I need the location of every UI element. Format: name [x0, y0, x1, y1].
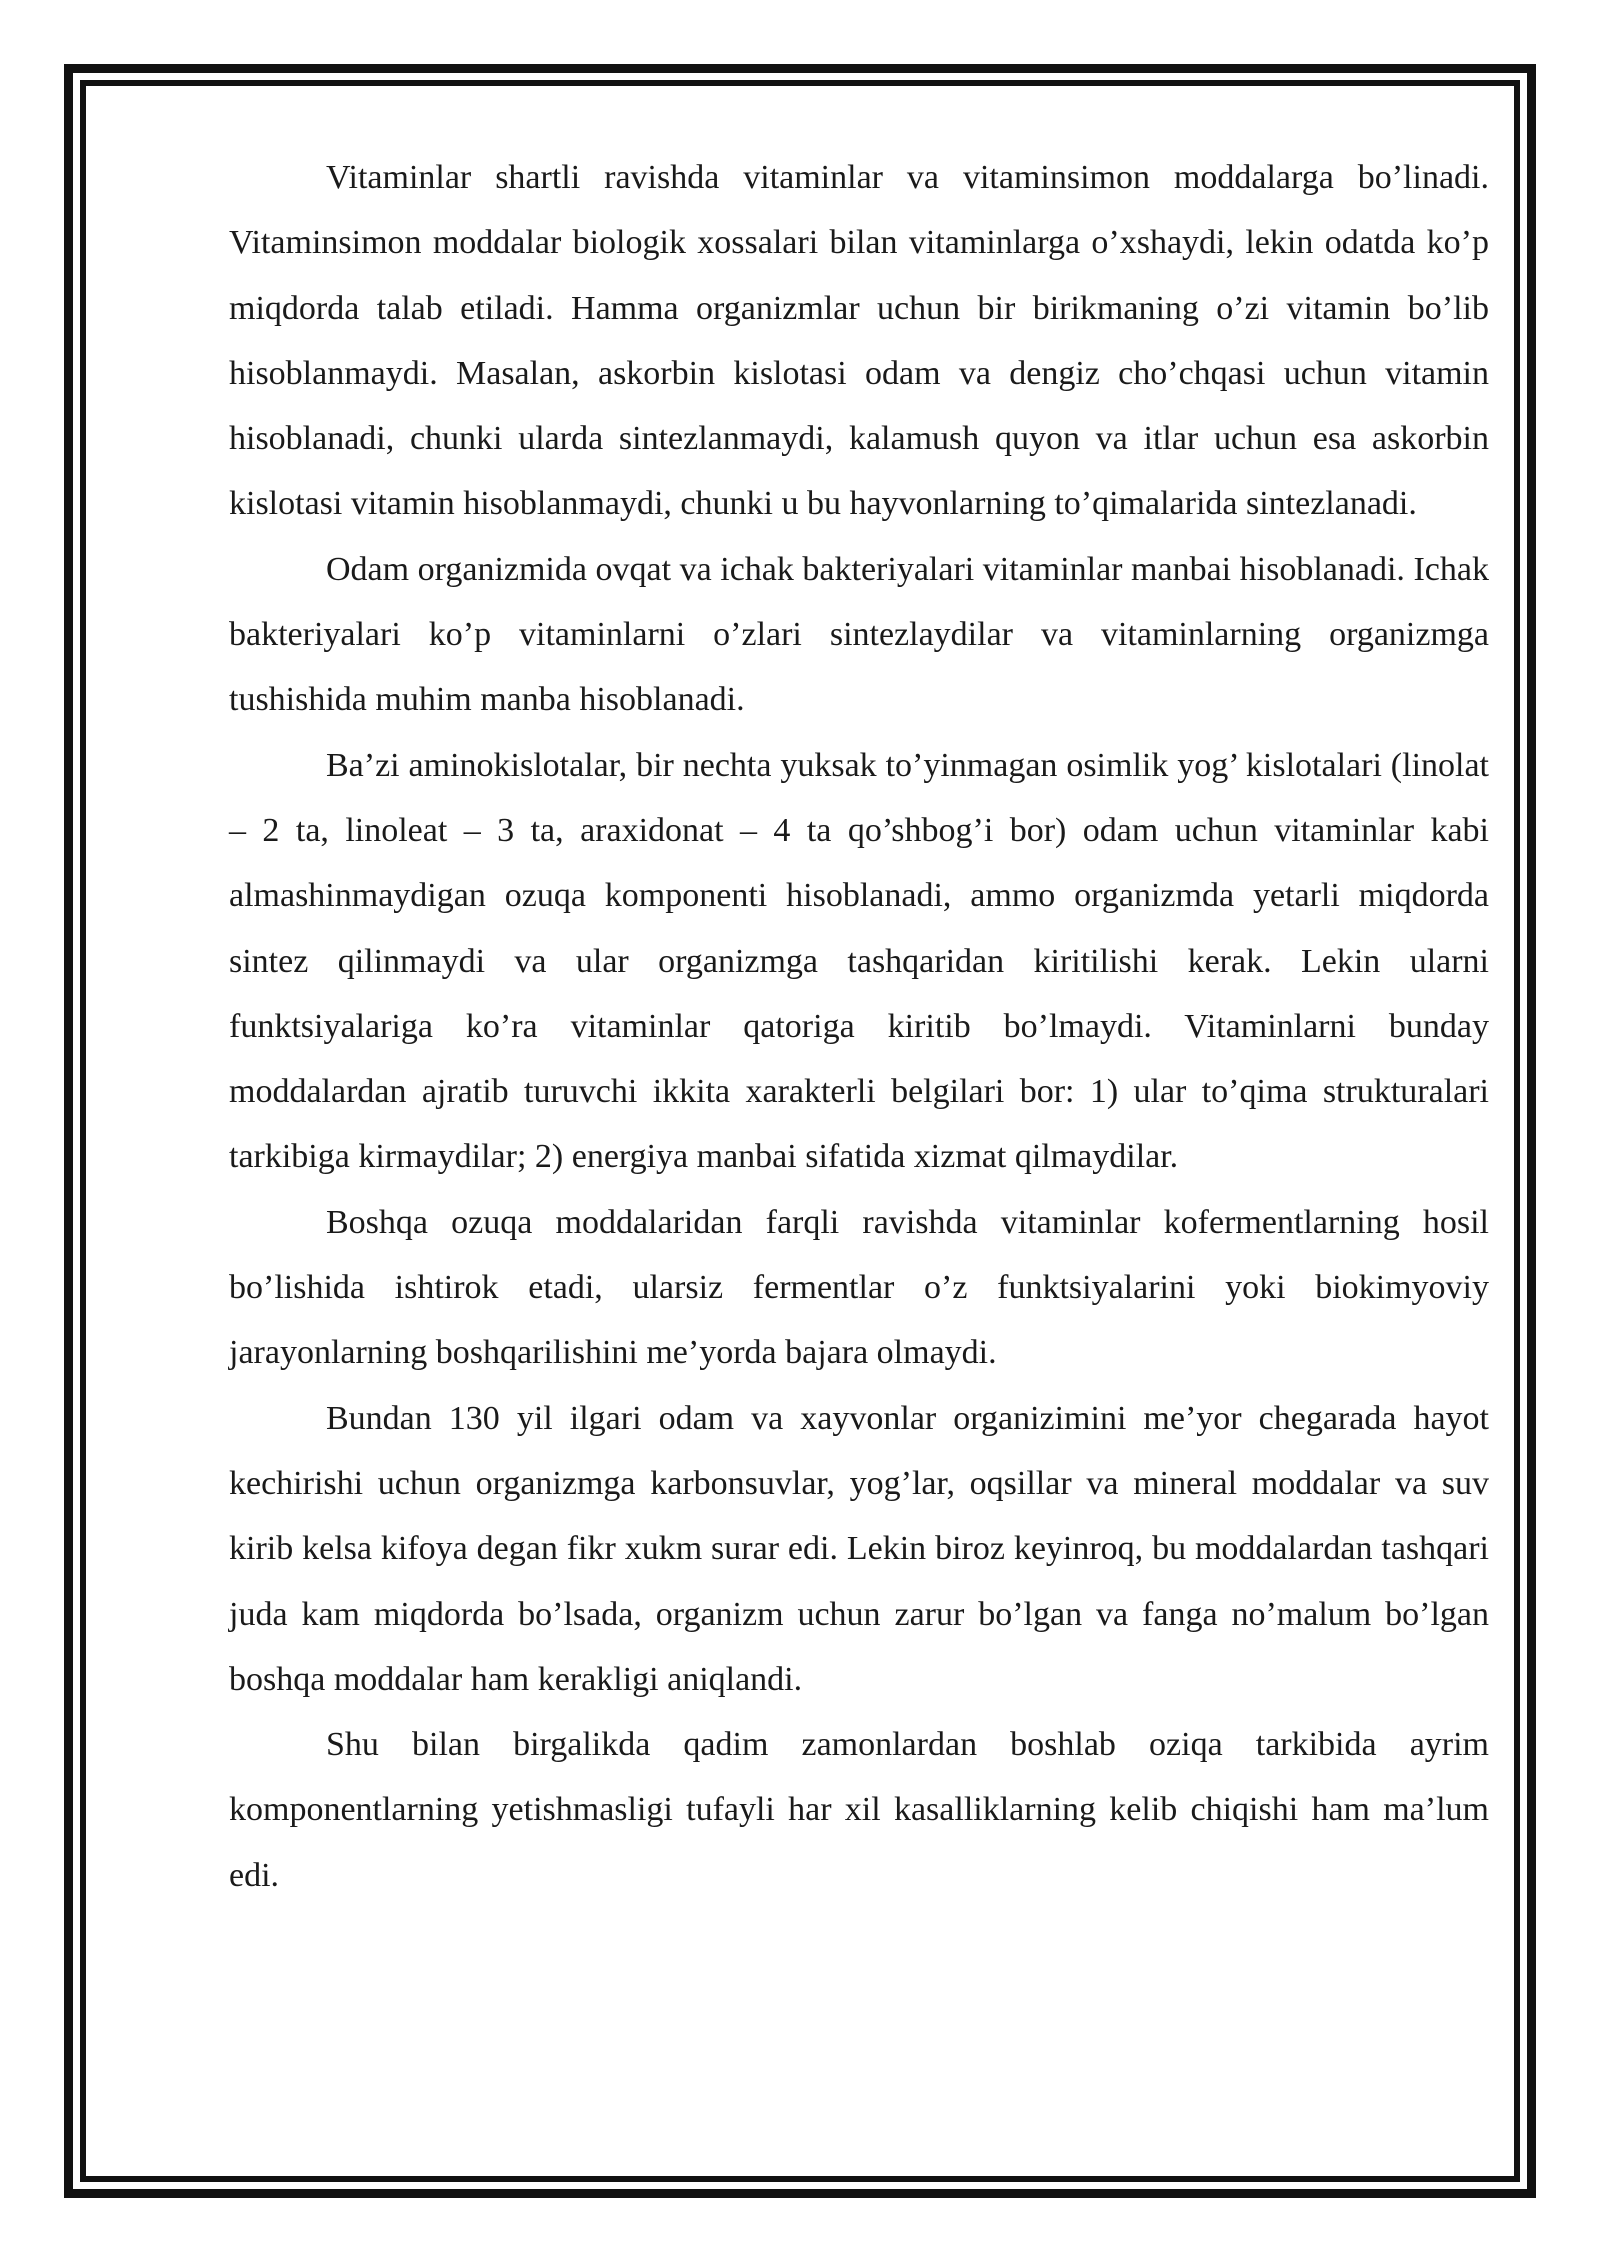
paragraph: Ba’zi aminokislotalar, bir nechta yuksak to’yinmagan osimlik yog’ kislotalari (linolat – 2 ta, linoleat – 3 ta, araxidonat – 4 ta qo’shbog’i bor) odam uchun vitaminlar kabi almashinmaydigan ozuqa komponenti hisoblanadi, ammo organizmda yetarli miqdorda sintez qilinmaydi va ular organizmga tashqaridan kiritilishi kerak. Lekin ularni funktsiyalariga ko’ra vitaminlar qatoriga kiritib bo’lmaydi. Vitaminlarni bunday moddalardan ajratib turuvchi ikkita xarakterli belgilari bor: 1) ular to’qima strukturalari tarkibiga kirmaydilar; 2) energiya manbai sifatida xizmat qilmaydilar.: [229, 746, 1489, 1176]
paragraph: Shu bilan birgalikda qadim zamonlardan boshlab oziqa tarkibida ayrim komponentlarning yetishmasligi tufayli har xil kasalliklarning kelib chiqishi ham ma’lum edi.: [229, 1726, 1489, 1894]
paragraph: Odam organizmida ovqat va ichak bakteriyalari vitaminlar manbai hisoblanadi. Ichak bakteriyalari ko’p vitaminlarni o’zlari sintezlaydilar va vitaminlarning organizmga tushishida muhim manba hisoblanadi.: [229, 550, 1489, 719]
document-body: [229, 145, 1489, 1908]
paragraph: Vitaminlar shartli ravishda vitaminlar va vitaminsimon moddalarga bo’linadi. Vitaminsimon moddalar biologik xossalari bilan vitaminlarga o’xshaydi, lekin odatda ko’p miqdorda talab etiladi. Hamma organizmlar uchun bir birikmaning o’zi vitamin bo’lib hisoblanmaydi. Masalan, askorbin kislotasi odam va dengiz cho’chqasi uchun vitamin hisoblanadi, chunki ularda sintezlanmaydi, kalamush quyon va itlar uchun esa askorbin kislotasi vitamin hisoblanmaydi, chunki u bu hayvonlarning to’qimalarida sintezlanadi.: [229, 159, 1489, 523]
paragraph: Bundan 130 yil ilgari odam va xayvonlar organizimini me’yor chegarada hayot kechirishi uchun organizmga karbonsuvlar, yog’lar, oqsillar va mineral moddalar va suv kirib kelsa kifoya degan fikr xukm surar edi. Lekin biroz keyinroq, bu moddalardan tashqari juda kam miqdorda bo’lsada, organizm uchun zarur bo’lgan va fanga no’malum bo’lgan boshqa moddalar ham kerakligi aniqlandi.: [229, 1399, 1489, 1698]
paragraph: Boshqa ozuqa moddalaridan farqli ravishda vitaminlar kofermentlarning hosil bo’lishida ishtirok etadi, ularsiz fermentlar o’z funktsiyalarini yoki biokimyoviy jarayonlarning boshqarilishini me’yorda bajara olmaydi.: [229, 1203, 1489, 1372]
